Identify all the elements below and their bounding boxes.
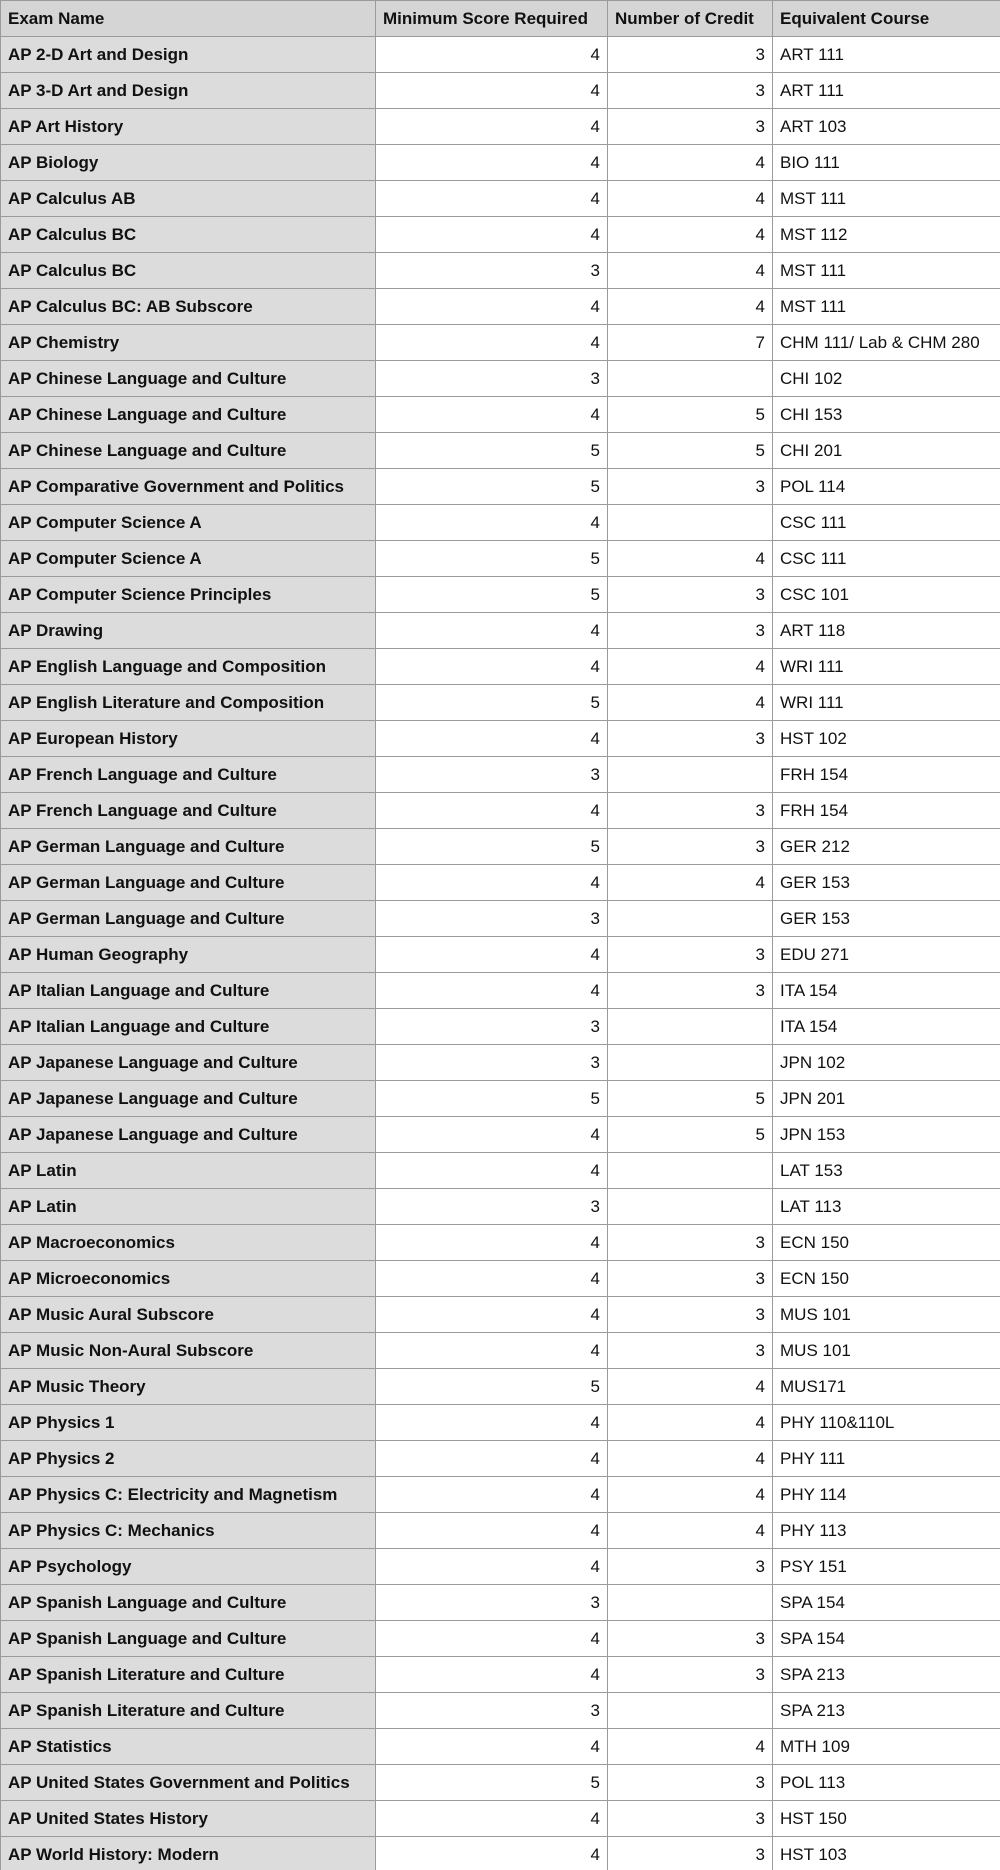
equivalent-course-cell[interactable]: MUS171 xyxy=(773,1369,1000,1405)
minimum-score-cell[interactable]: 4 xyxy=(376,325,608,361)
equivalent-course-cell[interactable]: SPA 154 xyxy=(773,1585,1000,1621)
minimum-score-cell[interactable]: 3 xyxy=(376,1045,608,1081)
minimum-score-cell[interactable]: 4 xyxy=(376,1549,608,1585)
table-row xyxy=(1,1837,1000,1870)
equivalent-course-cell[interactable]: ART 111 xyxy=(773,37,1000,73)
header-number-of-credit[interactable]: Number of Credit xyxy=(608,1,773,37)
equivalent-course-cell[interactable]: MST 111 xyxy=(773,289,1000,325)
equivalent-course-cell[interactable]: SPA 154 xyxy=(773,1621,1000,1657)
credit-cell[interactable]: 3 xyxy=(608,37,773,73)
table-row xyxy=(1,1441,1000,1477)
credit-cell[interactable]: 5 xyxy=(608,433,773,469)
equivalent-course-cell[interactable]: ITA 154 xyxy=(773,973,1000,1009)
exam-name-cell[interactable]: AP Chinese Language and Culture xyxy=(1,397,376,433)
table-row xyxy=(1,1693,1000,1729)
exam-name-cell[interactable]: AP Chinese Language and Culture xyxy=(1,433,376,469)
credit-cell[interactable]: 3 xyxy=(608,1549,773,1585)
minimum-score-cell[interactable]: 3 xyxy=(376,901,608,937)
minimum-score-cell[interactable]: 3 xyxy=(376,1693,608,1729)
credit-cell[interactable]: 3 xyxy=(608,577,773,613)
exam-name-cell[interactable]: AP Psychology xyxy=(1,1549,376,1585)
credit-cell[interactable] xyxy=(608,1693,773,1729)
header-exam-name[interactable]: Exam Name xyxy=(1,1,376,37)
equivalent-course-cell[interactable]: CHM 111/ Lab & CHM 280 xyxy=(773,325,1000,361)
table-row xyxy=(1,1333,1000,1369)
table-row xyxy=(1,1621,1000,1657)
exam-name-cell[interactable]: AP Spanish Literature and Culture xyxy=(1,1693,376,1729)
exam-name-cell[interactable]: AP French Language and Culture xyxy=(1,757,376,793)
equivalent-course-cell[interactable]: POL 114 xyxy=(773,469,1000,505)
credit-cell[interactable] xyxy=(608,1585,773,1621)
table-row xyxy=(1,397,1000,433)
table-row xyxy=(1,109,1000,145)
credit-cell[interactable] xyxy=(608,1189,773,1225)
exam-name-cell[interactable]: AP Physics C: Electricity and Magnetism xyxy=(1,1477,376,1513)
minimum-score-cell[interactable]: 3 xyxy=(376,253,608,289)
equivalent-course-cell[interactable]: WRI 111 xyxy=(773,685,1000,721)
minimum-score-cell[interactable]: 5 xyxy=(376,829,608,865)
exam-name-cell[interactable]: AP Spanish Language and Culture xyxy=(1,1585,376,1621)
equivalent-course-cell[interactable]: PHY 114 xyxy=(773,1477,1000,1513)
minimum-score-cell[interactable]: 4 xyxy=(376,1441,608,1477)
minimum-score-cell[interactable]: 4 xyxy=(376,1837,608,1870)
credit-cell[interactable]: 3 xyxy=(608,1297,773,1333)
table-row xyxy=(1,649,1000,685)
equivalent-course-cell[interactable]: PSY 151 xyxy=(773,1549,1000,1585)
equivalent-course-cell[interactable]: BIO 111 xyxy=(773,145,1000,181)
credit-cell[interactable]: 4 xyxy=(608,541,773,577)
equivalent-course-cell[interactable]: EDU 271 xyxy=(773,937,1000,973)
equivalent-course-cell[interactable]: CSC 101 xyxy=(773,577,1000,613)
table-row xyxy=(1,1801,1000,1837)
minimum-score-cell[interactable]: 4 xyxy=(376,1621,608,1657)
equivalent-course-cell[interactable]: ECN 150 xyxy=(773,1225,1000,1261)
equivalent-course-cell[interactable]: ITA 154 xyxy=(773,1009,1000,1045)
minimum-score-cell[interactable]: 3 xyxy=(376,1585,608,1621)
exam-name-cell[interactable]: AP Calculus AB xyxy=(1,181,376,217)
table-row xyxy=(1,757,1000,793)
credit-cell[interactable]: 4 xyxy=(608,181,773,217)
minimum-score-cell[interactable]: 4 xyxy=(376,397,608,433)
minimum-score-cell[interactable]: 4 xyxy=(376,1261,608,1297)
exam-name-cell[interactable]: AP English Language and Composition xyxy=(1,649,376,685)
credit-cell[interactable]: 3 xyxy=(608,793,773,829)
equivalent-course-cell[interactable]: GER 153 xyxy=(773,865,1000,901)
exam-name-cell[interactable]: AP Computer Science Principles xyxy=(1,577,376,613)
equivalent-course-cell[interactable]: ART 103 xyxy=(773,109,1000,145)
table-row xyxy=(1,829,1000,865)
minimum-score-cell[interactable]: 4 xyxy=(376,1729,608,1765)
table-row xyxy=(1,541,1000,577)
equivalent-course-cell[interactable]: GER 153 xyxy=(773,901,1000,937)
table-row xyxy=(1,1513,1000,1549)
equivalent-course-cell[interactable]: CSC 111 xyxy=(773,541,1000,577)
minimum-score-cell[interactable]: 4 xyxy=(376,1333,608,1369)
exam-name-cell[interactable]: AP Calculus BC: AB Subscore xyxy=(1,289,376,325)
equivalent-course-cell[interactable]: PHY 110&110L xyxy=(773,1405,1000,1441)
table-row xyxy=(1,1549,1000,1585)
table-row xyxy=(1,1369,1000,1405)
minimum-score-cell[interactable]: 4 xyxy=(376,1405,608,1441)
exam-name-cell[interactable]: AP Music Non-Aural Subscore xyxy=(1,1333,376,1369)
minimum-score-cell[interactable]: 5 xyxy=(376,577,608,613)
credit-cell[interactable]: 4 xyxy=(608,685,773,721)
header-minimum-score[interactable]: Minimum Score Required xyxy=(376,1,608,37)
equivalent-course-cell[interactable]: WRI 111 xyxy=(773,649,1000,685)
equivalent-course-cell[interactable]: MST 111 xyxy=(773,253,1000,289)
credit-cell[interactable] xyxy=(608,361,773,397)
minimum-score-cell[interactable]: 5 xyxy=(376,469,608,505)
exam-name-cell[interactable]: AP English Literature and Composition xyxy=(1,685,376,721)
credit-cell[interactable]: 3 xyxy=(608,973,773,1009)
exam-name-cell[interactable]: AP United States Government and Politics xyxy=(1,1765,376,1801)
credit-cell[interactable]: 4 xyxy=(608,649,773,685)
minimum-score-cell[interactable]: 3 xyxy=(376,1189,608,1225)
credit-cell[interactable] xyxy=(608,757,773,793)
equivalent-course-cell[interactable]: SPA 213 xyxy=(773,1693,1000,1729)
table-row xyxy=(1,1405,1000,1441)
table-row xyxy=(1,469,1000,505)
table-row xyxy=(1,289,1000,325)
credit-cell[interactable] xyxy=(608,1009,773,1045)
table-body xyxy=(1,37,1000,1870)
table-row xyxy=(1,433,1000,469)
minimum-score-cell[interactable]: 3 xyxy=(376,361,608,397)
equivalent-course-cell[interactable]: CHI 153 xyxy=(773,397,1000,433)
credit-cell[interactable]: 3 xyxy=(608,1621,773,1657)
credit-cell[interactable]: 4 xyxy=(608,217,773,253)
credit-cell[interactable]: 3 xyxy=(608,1801,773,1837)
credit-cell[interactable] xyxy=(608,901,773,937)
credit-cell[interactable]: 4 xyxy=(608,1477,773,1513)
minimum-score-cell[interactable]: 5 xyxy=(376,541,608,577)
exam-name-cell[interactable]: AP Japanese Language and Culture xyxy=(1,1045,376,1081)
exam-name-cell[interactable]: AP Music Theory xyxy=(1,1369,376,1405)
exam-name-cell[interactable]: AP Latin xyxy=(1,1153,376,1189)
equivalent-course-cell[interactable]: CHI 102 xyxy=(773,361,1000,397)
credit-cell[interactable]: 4 xyxy=(608,253,773,289)
equivalent-course-cell[interactable]: GER 212 xyxy=(773,829,1000,865)
table-row xyxy=(1,1765,1000,1801)
exam-name-cell[interactable]: AP Art History xyxy=(1,109,376,145)
minimum-score-cell[interactable]: 4 xyxy=(376,73,608,109)
exam-name-cell[interactable]: AP Chemistry xyxy=(1,325,376,361)
exam-name-cell[interactable]: AP Spanish Language and Culture xyxy=(1,1621,376,1657)
equivalent-course-cell[interactable]: POL 113 xyxy=(773,1765,1000,1801)
credit-cell[interactable]: 5 xyxy=(608,1081,773,1117)
equivalent-course-cell[interactable]: SPA 213 xyxy=(773,1657,1000,1693)
exam-name-cell[interactable]: AP Computer Science A xyxy=(1,505,376,541)
minimum-score-cell[interactable]: 5 xyxy=(376,1081,608,1117)
table-row xyxy=(1,1477,1000,1513)
minimum-score-cell[interactable]: 5 xyxy=(376,1369,608,1405)
minimum-score-cell[interactable]: 4 xyxy=(376,937,608,973)
exam-name-cell[interactable]: AP Japanese Language and Culture xyxy=(1,1081,376,1117)
table-row xyxy=(1,217,1000,253)
table-row xyxy=(1,73,1000,109)
equivalent-course-cell[interactable]: FRH 154 xyxy=(773,757,1000,793)
minimum-score-cell[interactable]: 4 xyxy=(376,289,608,325)
minimum-score-cell[interactable]: 4 xyxy=(376,1225,608,1261)
table-row xyxy=(1,1189,1000,1225)
exam-name-cell[interactable]: AP World History: Modern xyxy=(1,1837,376,1870)
table-row xyxy=(1,685,1000,721)
table-row xyxy=(1,1009,1000,1045)
exam-name-cell[interactable]: AP Italian Language and Culture xyxy=(1,1009,376,1045)
equivalent-course-cell[interactable]: JPN 153 xyxy=(773,1117,1000,1153)
minimum-score-cell[interactable]: 4 xyxy=(376,1513,608,1549)
exam-name-cell[interactable]: AP Spanish Literature and Culture xyxy=(1,1657,376,1693)
table-row xyxy=(1,505,1000,541)
credit-cell[interactable]: 5 xyxy=(608,1117,773,1153)
exam-name-cell[interactable]: AP Macroeconomics xyxy=(1,1225,376,1261)
credit-cell[interactable]: 3 xyxy=(608,613,773,649)
credit-cell[interactable]: 4 xyxy=(608,1405,773,1441)
equivalent-course-cell[interactable]: FRH 154 xyxy=(773,793,1000,829)
exam-name-cell[interactable]: AP Physics 1 xyxy=(1,1405,376,1441)
equivalent-course-cell[interactable]: CHI 201 xyxy=(773,433,1000,469)
exam-name-cell[interactable]: AP 2-D Art and Design xyxy=(1,37,376,73)
table-row xyxy=(1,181,1000,217)
minimum-score-cell[interactable]: 3 xyxy=(376,1009,608,1045)
table-row xyxy=(1,1081,1000,1117)
credit-cell[interactable]: 3 xyxy=(608,1261,773,1297)
minimum-score-cell[interactable]: 3 xyxy=(376,757,608,793)
exam-name-cell[interactable]: AP German Language and Culture xyxy=(1,901,376,937)
minimum-score-cell[interactable]: 4 xyxy=(376,1657,608,1693)
equivalent-course-cell[interactable]: JPN 201 xyxy=(773,1081,1000,1117)
exam-name-cell[interactable]: AP Microeconomics xyxy=(1,1261,376,1297)
table-row xyxy=(1,1729,1000,1765)
equivalent-course-cell[interactable]: MUS 101 xyxy=(773,1333,1000,1369)
exam-name-cell[interactable]: AP Latin xyxy=(1,1189,376,1225)
table-row xyxy=(1,577,1000,613)
table-row xyxy=(1,1153,1000,1189)
credit-cell[interactable]: 3 xyxy=(608,1333,773,1369)
minimum-score-cell[interactable]: 4 xyxy=(376,145,608,181)
exam-name-cell[interactable]: AP Biology xyxy=(1,145,376,181)
equivalent-course-cell[interactable]: PHY 113 xyxy=(773,1513,1000,1549)
credit-cell[interactable]: 3 xyxy=(608,1657,773,1693)
table-row xyxy=(1,1261,1000,1297)
equivalent-course-cell[interactable]: LAT 113 xyxy=(773,1189,1000,1225)
credit-cell[interactable]: 5 xyxy=(608,397,773,433)
equivalent-course-cell[interactable]: MUS 101 xyxy=(773,1297,1000,1333)
equivalent-course-cell[interactable]: ART 111 xyxy=(773,73,1000,109)
minimum-score-cell[interactable]: 5 xyxy=(376,433,608,469)
minimum-score-cell[interactable]: 4 xyxy=(376,1297,608,1333)
credit-cell[interactable]: 3 xyxy=(608,1225,773,1261)
table-row xyxy=(1,1657,1000,1693)
credit-cell[interactable] xyxy=(608,1153,773,1189)
table-row xyxy=(1,1585,1000,1621)
credit-cell[interactable]: 3 xyxy=(608,1837,773,1870)
header-equivalent-course[interactable]: Equivalent Course xyxy=(773,1,1000,37)
credit-cell[interactable]: 3 xyxy=(608,829,773,865)
exam-name-cell[interactable]: AP Physics 2 xyxy=(1,1441,376,1477)
exam-name-cell[interactable]: AP French Language and Culture xyxy=(1,793,376,829)
credit-cell[interactable] xyxy=(608,505,773,541)
exam-name-cell[interactable]: AP German Language and Culture xyxy=(1,865,376,901)
minimum-score-cell[interactable]: 5 xyxy=(376,1765,608,1801)
table-row xyxy=(1,325,1000,361)
minimum-score-cell[interactable]: 4 xyxy=(376,37,608,73)
credit-cell[interactable]: 3 xyxy=(608,721,773,757)
exam-name-cell[interactable]: AP 3-D Art and Design xyxy=(1,73,376,109)
minimum-score-cell[interactable]: 4 xyxy=(376,865,608,901)
table-row xyxy=(1,1045,1000,1081)
equivalent-course-cell[interactable]: ECN 150 xyxy=(773,1261,1000,1297)
minimum-score-cell[interactable]: 4 xyxy=(376,1153,608,1189)
minimum-score-cell[interactable]: 4 xyxy=(376,109,608,145)
credit-cell[interactable]: 3 xyxy=(608,73,773,109)
credit-cell[interactable] xyxy=(608,1045,773,1081)
exam-name-cell[interactable]: AP Statistics xyxy=(1,1729,376,1765)
header-row xyxy=(1,1,1000,37)
table-row xyxy=(1,253,1000,289)
table-row xyxy=(1,1225,1000,1261)
equivalent-course-cell[interactable]: MST 111 xyxy=(773,181,1000,217)
credit-cell[interactable]: 4 xyxy=(608,289,773,325)
exam-name-cell[interactable]: AP Calculus BC xyxy=(1,217,376,253)
table-row xyxy=(1,37,1000,73)
table-row xyxy=(1,865,1000,901)
credit-cell[interactable]: 4 xyxy=(608,865,773,901)
exam-name-cell[interactable]: AP Chinese Language and Culture xyxy=(1,361,376,397)
credit-cell[interactable]: 4 xyxy=(608,1513,773,1549)
exam-name-cell[interactable]: AP United States History xyxy=(1,1801,376,1837)
exam-name-cell[interactable]: AP Music Aural Subscore xyxy=(1,1297,376,1333)
equivalent-course-cell[interactable]: PHY 111 xyxy=(773,1441,1000,1477)
minimum-score-cell[interactable]: 4 xyxy=(376,181,608,217)
exam-name-cell[interactable]: AP European History xyxy=(1,721,376,757)
minimum-score-cell[interactable]: 5 xyxy=(376,685,608,721)
minimum-score-cell[interactable]: 4 xyxy=(376,613,608,649)
equivalent-course-cell[interactable]: HST 102 xyxy=(773,721,1000,757)
equivalent-course-cell[interactable]: MTH 109 xyxy=(773,1729,1000,1765)
credit-cell[interactable]: 3 xyxy=(608,937,773,973)
table-row xyxy=(1,1117,1000,1153)
table-row xyxy=(1,793,1000,829)
minimum-score-cell[interactable]: 4 xyxy=(376,1117,608,1153)
table-row xyxy=(1,937,1000,973)
equivalent-course-cell[interactable]: HST 150 xyxy=(773,1801,1000,1837)
table-header xyxy=(1,1,1000,37)
minimum-score-cell[interactable]: 4 xyxy=(376,649,608,685)
exam-name-cell[interactable]: AP Comparative Government and Politics xyxy=(1,469,376,505)
equivalent-course-cell[interactable]: HST 103 xyxy=(773,1837,1000,1870)
credit-cell[interactable]: 4 xyxy=(608,1441,773,1477)
exam-name-cell[interactable]: AP Computer Science A xyxy=(1,541,376,577)
minimum-score-cell[interactable]: 4 xyxy=(376,1477,608,1513)
credit-cell[interactable]: 4 xyxy=(608,1369,773,1405)
exam-name-cell[interactable]: AP Calculus BC xyxy=(1,253,376,289)
table-row xyxy=(1,973,1000,1009)
table-row xyxy=(1,1297,1000,1333)
table-row xyxy=(1,721,1000,757)
exam-name-cell[interactable]: AP Human Geography xyxy=(1,937,376,973)
exam-name-cell[interactable]: AP Italian Language and Culture xyxy=(1,973,376,1009)
credit-cell[interactable]: 3 xyxy=(608,109,773,145)
minimum-score-cell[interactable]: 4 xyxy=(376,721,608,757)
table-row xyxy=(1,613,1000,649)
credit-cell[interactable]: 3 xyxy=(608,469,773,505)
credit-cell[interactable]: 3 xyxy=(608,1765,773,1801)
credit-cell[interactable]: 7 xyxy=(608,325,773,361)
equivalent-course-cell[interactable]: MST 112 xyxy=(773,217,1000,253)
minimum-score-cell[interactable]: 4 xyxy=(376,217,608,253)
credit-cell[interactable]: 4 xyxy=(608,1729,773,1765)
exam-name-cell[interactable]: AP Physics C: Mechanics xyxy=(1,1513,376,1549)
equivalent-course-cell[interactable]: CSC 111 xyxy=(773,505,1000,541)
minimum-score-cell[interactable]: 4 xyxy=(376,793,608,829)
table-row xyxy=(1,901,1000,937)
minimum-score-cell[interactable]: 4 xyxy=(376,505,608,541)
exam-name-cell[interactable]: AP German Language and Culture xyxy=(1,829,376,865)
credit-cell[interactable]: 4 xyxy=(608,145,773,181)
exam-name-cell[interactable]: AP Japanese Language and Culture xyxy=(1,1117,376,1153)
minimum-score-cell[interactable]: 4 xyxy=(376,1801,608,1837)
table-row xyxy=(1,361,1000,397)
exam-name-cell[interactable]: AP Drawing xyxy=(1,613,376,649)
minimum-score-cell[interactable]: 4 xyxy=(376,973,608,1009)
equivalent-course-cell[interactable]: JPN 102 xyxy=(773,1045,1000,1081)
equivalent-course-cell[interactable]: ART 118 xyxy=(773,613,1000,649)
table-row xyxy=(1,145,1000,181)
equivalent-course-cell[interactable]: LAT 153 xyxy=(773,1153,1000,1189)
